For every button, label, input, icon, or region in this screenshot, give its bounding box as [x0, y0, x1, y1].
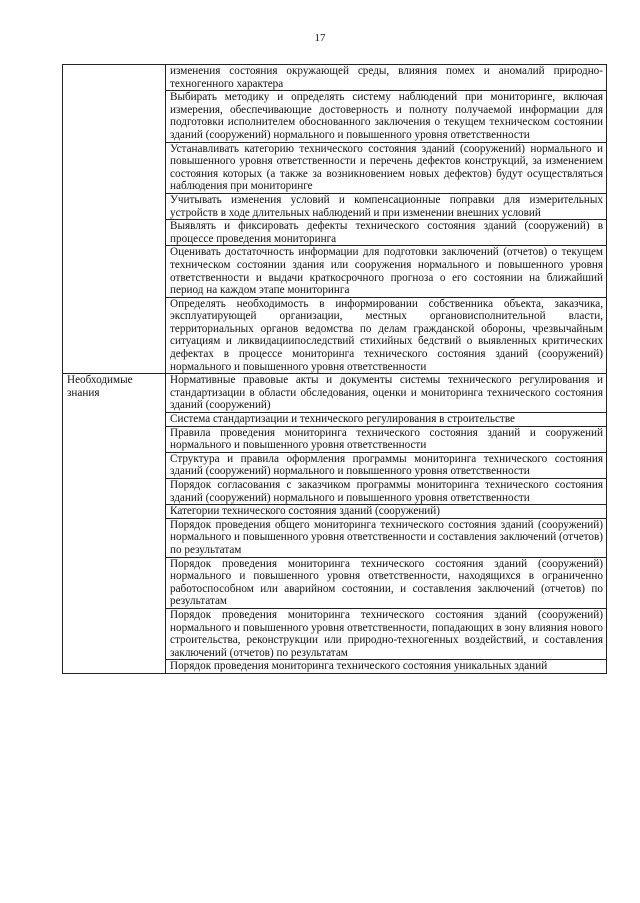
cell-text: Порядок проведения мониторинга технического состояния уникальных зданий — [170, 660, 548, 673]
cell-text: Порядок согласования с заказчиком программы мониторинга технического состояния зданий (сооружений) нормального и повышенного уровня ответственности — [170, 479, 603, 504]
table-row — [63, 374, 607, 413]
cell-text: Порядок проведения мониторинга технического состояния зданий (сооружений) нормального и повышенного уровня ответственности, находящихся в ограниченно работоспособном или аварийном состоянии, и составления заключений (отчетов) по результатам — [170, 557, 603, 608]
cell-text: Выбирать методику и определять систему наблюдений при мониторинге, включая измерения, обеспечивающие достоверность и полноту получаемой информации для подготовки исполнителем обоснованного заключения о текущем техническом состоянии зданий (сооружений) нормального и повышенного уровня ответственности — [170, 91, 603, 141]
cell-text: Устанавливать категорию технического состояния зданий (сооружений) нормального и повышенного уровня ответственности и перечень дефектов конструкций, за изменением состояния которых (а также за возникновением новых дефектов) будут осуществляться наблюдения при мониторинге — [170, 142, 603, 193]
table-cell — [166, 220, 607, 246]
cell-text: Выявлять и фиксировать дефекты технического состояния зданий (сооружений) в процессе проведения мониторинга — [170, 220, 603, 245]
table-cell — [166, 91, 607, 142]
cell-text: Нормативные правовые акты и документы системы технического регулирования и стандартизации в области обследования, оценки и мониторинга технического состояния зданий (сооружений) — [170, 374, 603, 412]
cell-text: Категории технического состояния зданий (сооружений) — [170, 505, 441, 518]
cell-text: Порядок проведения общего мониторинга технического состояния зданий (сооружений) нормального и повышенного уровня ответственности и составления заключений (отчетов) по результатам — [170, 518, 603, 556]
label-cell-empty — [63, 65, 166, 374]
cell-text: Учитывать изменения условий и компенсационные поправки для измерительных устройств в ходе длительных наблюдений и при изменении внешних условий — [170, 193, 603, 219]
cell-text: Оценивать достаточность информации для подготовки заключений (отчетов) о текущем техническом состоянии здания или сооружения нормального и повышенного уровня ответственности и выдачи краткосрочного прогноза о его состоянии на ближайший период на каждом этапе мониторинга — [170, 246, 603, 297]
table-cell — [166, 660, 607, 674]
cell-text: Структура и правила оформления программы мониторинга технического состояния зданий (сооружений) нормального и повышенного уровня ответственности — [170, 452, 603, 478]
table-cell — [166, 374, 607, 413]
table-cell — [166, 426, 607, 452]
table-cell — [166, 142, 607, 193]
section-label-required-knowledge — [63, 374, 166, 674]
table-cell — [166, 193, 607, 219]
table-cell — [166, 413, 607, 427]
cell-text: изменения состояния окружающей среды, влияния помех и аномалий природно-техногенного характера — [170, 65, 603, 90]
cell-text: Правила проведения мониторинга технического состояния зданий и сооружений нормального и повышенного уровня ответственности — [170, 426, 603, 452]
table-cell — [166, 518, 607, 557]
page-number: 17 — [314, 32, 326, 44]
table-row — [63, 65, 607, 91]
cell-text: Определять необходимость в информировании собственника объекта, заказчика, эксплуатирующей организации, местных органовисполнительной власти, территориальных органов ведомства по делам гражданской обороны, чрезвычайным ситуациям и ликвидациипоследствий стихийных бедствий о выявленных критических дефектах в процессе мониторинга технического состояния зданий (сооружений) нормального и повышенного уровня ответственности — [170, 297, 603, 373]
competency-table — [62, 64, 607, 674]
table-cell — [166, 479, 607, 505]
cell-text: Система стандартизации и технического регулирования в строительстве — [170, 413, 516, 426]
table-cell — [166, 246, 607, 297]
table-cell — [166, 452, 607, 478]
section-label-text: Необходимые знания — [67, 374, 133, 399]
cell-text: Порядок проведения мониторинга технического состояния зданий (сооружений) нормального и повышенного уровня ответственности, попадающих в зону влияния нового строительства, реконструкции или природно-техногенных воздействий, и составления заключений (отчетов) по результатам — [170, 608, 603, 659]
table-cell — [166, 505, 607, 519]
table-cell — [166, 557, 607, 608]
table-cell — [166, 65, 607, 91]
table-cell — [166, 608, 607, 659]
table-cell — [166, 297, 607, 374]
